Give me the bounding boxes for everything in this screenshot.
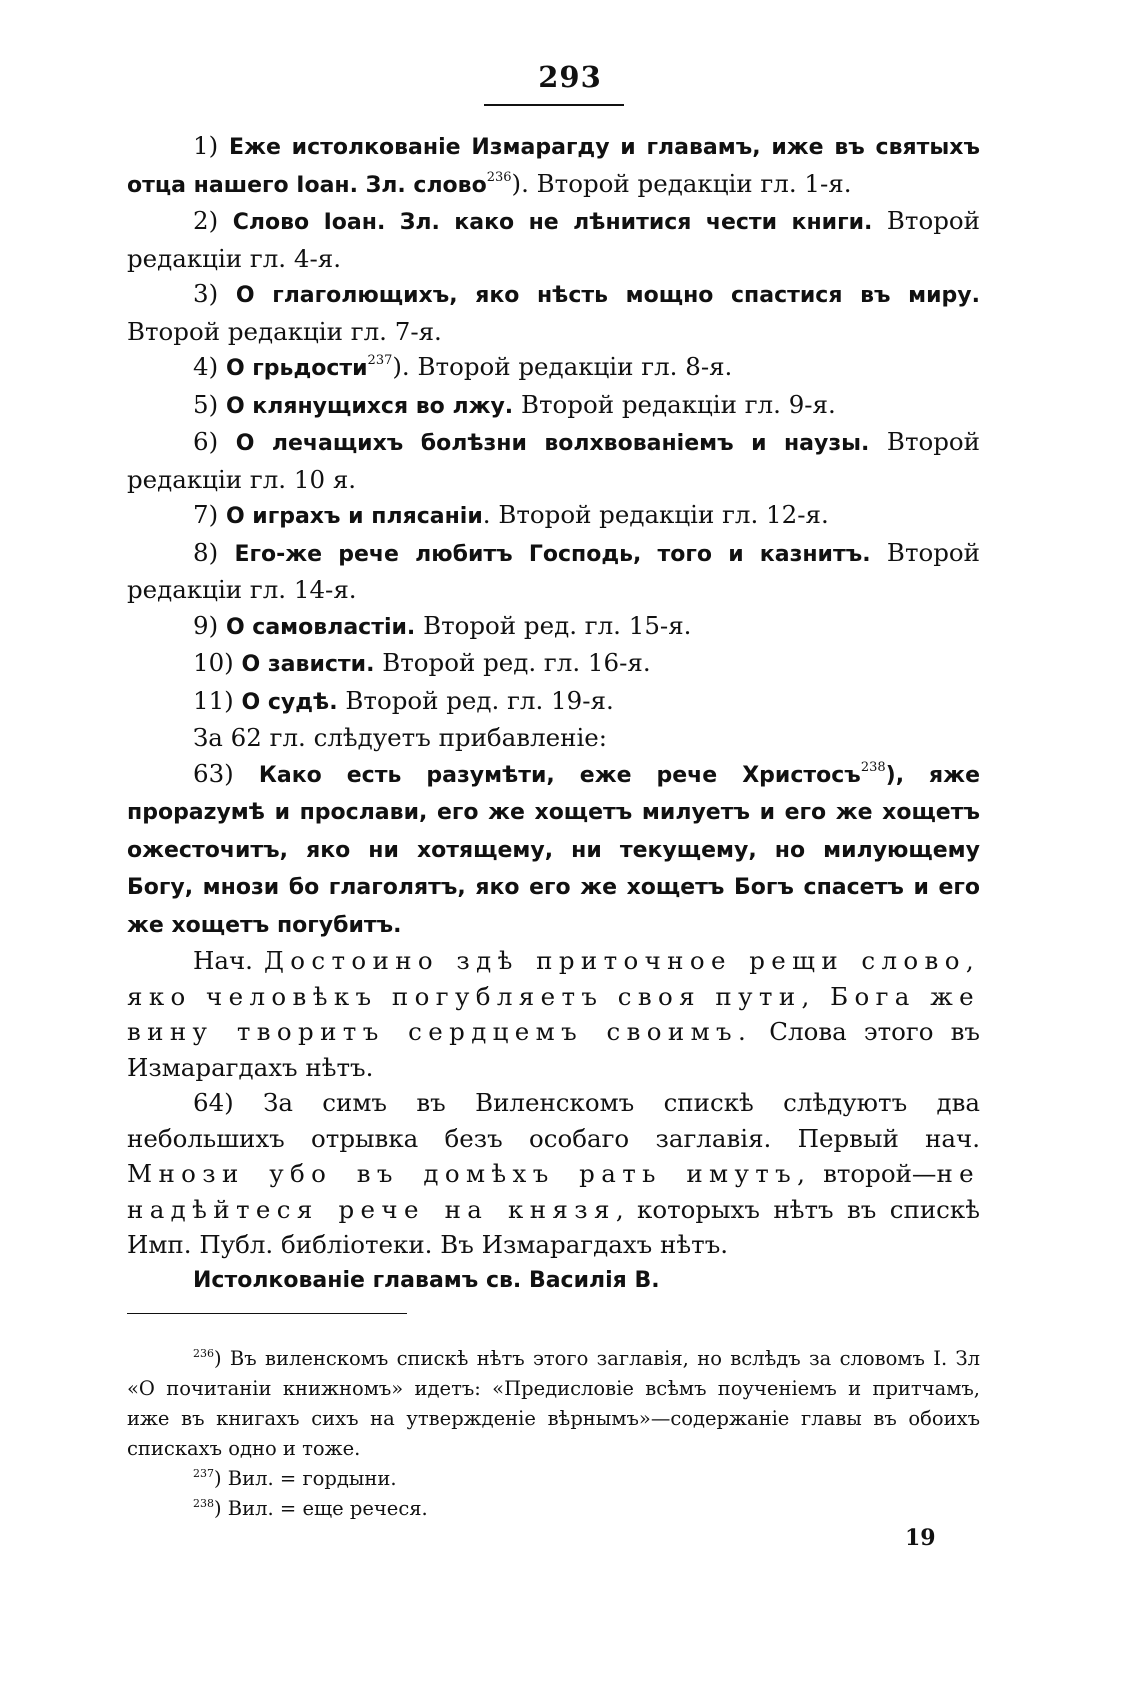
footnote-text: ) Вил. = гордыни. bbox=[214, 1467, 397, 1490]
entry-8 bbox=[127, 535, 980, 608]
entry-title: Еже истолкованіе Измарагду и главамъ, иже въ святыхъ отца нашего Іоан. Зл. слово bbox=[127, 135, 981, 198]
entry-number: 5) bbox=[193, 389, 226, 419]
entry-3 bbox=[127, 276, 980, 349]
paragraph-text: , которыхъ нѣтъ въ спискѣ Имп. Публ. библіотеки. Въ Измарагдахъ нѣтъ. bbox=[127, 1194, 980, 1259]
paragraph-text: , второй— bbox=[797, 1159, 937, 1188]
entry-number: 4) bbox=[193, 352, 226, 381]
entry-text: Второй редакціи гл. 14-я. bbox=[127, 537, 981, 604]
entry-number: 1) bbox=[193, 131, 230, 160]
entry-number: 2) bbox=[193, 206, 233, 235]
entry-title: О зависти. bbox=[241, 652, 375, 677]
paragraph-text: Слова этого въ Измарагдахъ нѣтъ. bbox=[127, 1017, 980, 1082]
entry-text: Второй редакціи гл. 7-я. bbox=[127, 316, 442, 346]
footnote-marker: 236 bbox=[193, 1347, 214, 1360]
incipit-quote: Достоино здѣ приточное рещи слово, яко человѣкъ погубляетъ своя пути, Бога же вину творитъ сердцемъ своимъ. bbox=[127, 946, 980, 1046]
entry-number: 7) bbox=[193, 500, 226, 529]
entry-text: Второй редакціи гл. 9-я. bbox=[513, 389, 836, 419]
paragraph-text: 64) За симъ въ Виленскомъ спискѣ слѣдуютъ два небольшихъ отрывка безъ особаго заглавія. Первый нач. bbox=[127, 1088, 980, 1153]
entry-title-continued: ), яже прораzумѣ и прослави, его же хощетъ милуетъ и его же хощетъ ожесточитъ, яко ни хотящему, ни текущему, но милующему Богу, мнози бо глаголятъ, яко его же хощетъ Богъ спасетъ и его же хощетъ погубитъ. bbox=[127, 762, 980, 938]
entry-63 bbox=[127, 756, 980, 944]
incipit-label: Нач. bbox=[193, 946, 264, 975]
entry-11 bbox=[127, 683, 980, 721]
entry-title: Како есть разумѣти, еже рече Христосъ bbox=[258, 762, 861, 788]
footnotes bbox=[127, 1344, 980, 1524]
header-rule bbox=[484, 104, 624, 106]
entry-text: ). Второй редакціи гл. 8-я. bbox=[392, 352, 733, 381]
section-heading: Истолкованіе главамъ св. Василія В. bbox=[193, 1267, 660, 1293]
entry-title: О играхъ и плясаніи bbox=[225, 504, 483, 529]
footnote-ref[interactable]: 237 bbox=[367, 353, 393, 368]
incipit-quote: не надѣйтеся рече на князя bbox=[127, 1159, 981, 1224]
entry-1 bbox=[127, 128, 980, 203]
entry-title: О самовластіи. bbox=[225, 614, 416, 640]
entry-text: Второй редакціи гл. 4-я. bbox=[127, 206, 980, 273]
entry-number: 3) bbox=[193, 279, 236, 308]
entry-text: ). Второй редакціи гл. 1-я. bbox=[511, 168, 852, 198]
entry-number: 10) bbox=[193, 648, 242, 677]
main-text bbox=[127, 128, 980, 1298]
entry-6 bbox=[127, 424, 980, 497]
entry-number: 6) bbox=[193, 427, 236, 456]
entry-title: О судѣ. bbox=[241, 689, 338, 715]
entry-4 bbox=[127, 349, 980, 387]
footnote-text: ) Вил. = еще речеся. bbox=[214, 1497, 428, 1520]
footnote-text: ) Въ виленскомъ спискѣ нѣтъ этого заглавія, но вслѣдъ за словомъ І. Зл «О почитаніи книжномъ» идетъ: «Предисловіе всѣмъ поученіемъ и притчамъ, иже въ книгахъ сихъ на утвержденіе вѣрнымъ»—содержаніе главы въ обоихъ спискахъ одно и тоже. bbox=[127, 1347, 980, 1460]
incipit-quote: Мнози убо въ домѣхъ рать имутъ bbox=[127, 1159, 798, 1188]
entry-number: 8) bbox=[193, 537, 235, 567]
footnote-ref[interactable]: 238 bbox=[860, 759, 886, 775]
entry-title: Его-же рече любитъ Господь, того и казнитъ. bbox=[234, 541, 871, 567]
footnote-ref[interactable]: 236 bbox=[486, 169, 512, 185]
addition-intro: За 62 гл. слѣдуетъ прибавленіе: bbox=[193, 723, 608, 752]
entry-7 bbox=[127, 497, 980, 535]
entry-text: . Второй редакціи гл. 12-я. bbox=[482, 500, 829, 529]
entry-text: Второй редакціи гл. 10 я. bbox=[127, 427, 981, 494]
footnote-separator bbox=[127, 1313, 407, 1314]
entry-title: О лечащихъ болѣзни волхвованіемъ и наузы. bbox=[235, 431, 870, 456]
footnote-marker: 238 bbox=[193, 1497, 214, 1510]
entry-10 bbox=[127, 645, 980, 683]
paragraph-64 bbox=[127, 1085, 980, 1263]
entry-title: Слово Іоан. Зл. како не лѣнитися чести книги. bbox=[232, 210, 873, 235]
entry-5 bbox=[127, 387, 980, 425]
entry-title: О клянущихся во лжу. bbox=[225, 393, 514, 419]
footnote-marker: 237 bbox=[193, 1467, 214, 1480]
footnote-237 bbox=[127, 1464, 980, 1494]
footnote-236 bbox=[127, 1344, 980, 1464]
entry-text: Второй ред. гл. 16-я. bbox=[374, 648, 651, 677]
entry-2 bbox=[127, 203, 980, 276]
signature-mark: 19 bbox=[905, 1525, 936, 1551]
footnote-238 bbox=[127, 1494, 980, 1524]
entry-number: 9) bbox=[193, 610, 226, 640]
entry-title: О грьдости bbox=[225, 356, 368, 381]
entry-number: 63) bbox=[193, 758, 259, 788]
entry-title: О глаголющихъ, яко нѣсть мощно спастися въ миру. bbox=[235, 283, 980, 308]
entry-text: Второй ред. гл. 15-я. bbox=[415, 610, 692, 640]
entry-number: 11) bbox=[193, 685, 242, 715]
entry-text: Второй ред. гл. 19-я. bbox=[337, 685, 614, 715]
page-number: 293 bbox=[538, 60, 602, 94]
entry-9 bbox=[127, 608, 980, 646]
paragraph-nach bbox=[127, 943, 980, 1085]
